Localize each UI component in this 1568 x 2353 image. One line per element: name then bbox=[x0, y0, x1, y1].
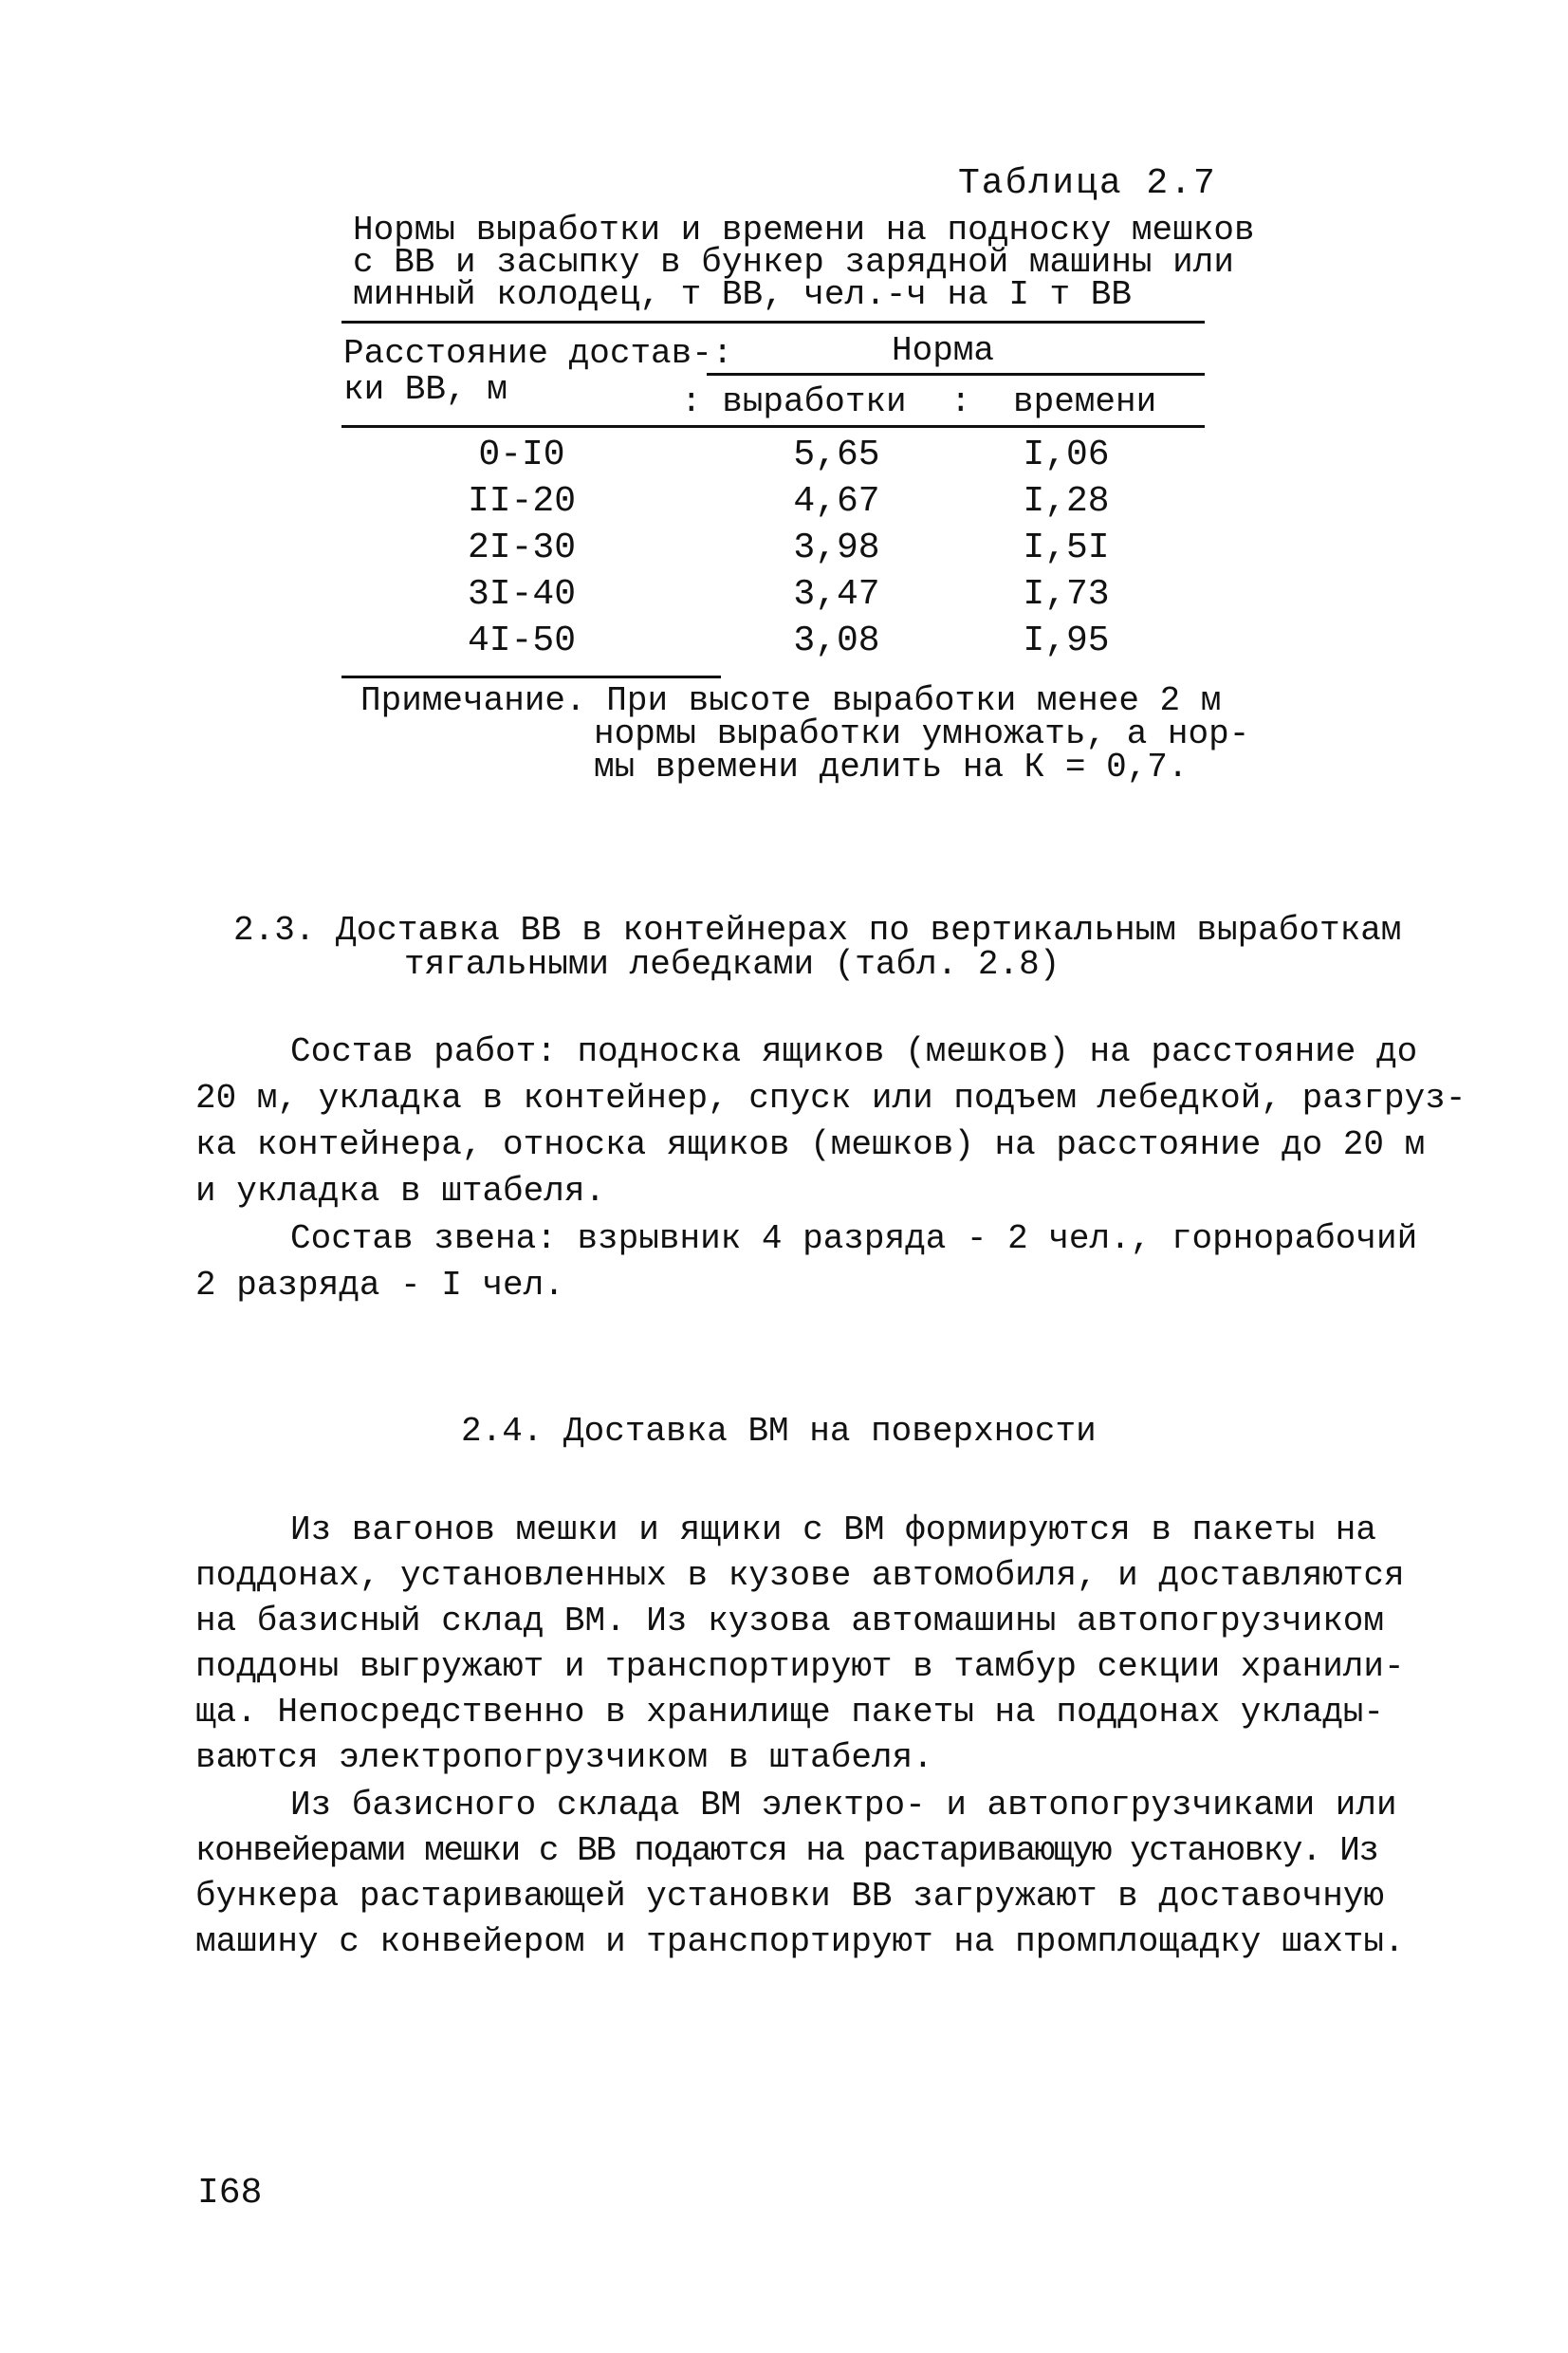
row-distance: II-20 bbox=[467, 481, 577, 522]
row-time: I,06 bbox=[1023, 435, 1110, 475]
row-output: 4,67 bbox=[793, 481, 880, 522]
header-distance-line-2: ки ВВ, м bbox=[343, 370, 507, 409]
table-caption-line-3: минный колодец, т ВВ, чел.-ч на I т ВВ bbox=[353, 275, 1132, 314]
table-top-rule bbox=[341, 321, 1205, 324]
header-output: : выработки bbox=[681, 382, 907, 421]
table-note-line-1: Примечание. При высоте выработки менее 2 м bbox=[360, 681, 1222, 720]
section-2-3-para-1-line-1: Состав работ: подноска ящиков (мешков) на расстояние до bbox=[290, 1032, 1418, 1071]
row-time: I,95 bbox=[1023, 621, 1110, 661]
section-2-3-para-1-line-2: 20 м, укладка в контейнер, спуск или подъем лебедкой, разгруз- bbox=[195, 1079, 1467, 1118]
section-2-3-para-2-line-2: 2 разряда - I чел. bbox=[195, 1266, 564, 1305]
row-output: 3,98 bbox=[793, 528, 880, 568]
section-2-4-para-1-line-4: поддоны выгружают и транспортируют в тамбур секции хранили- bbox=[195, 1647, 1405, 1686]
section-2-4-para-1-line-1: Из вагонов мешки и ящики с ВМ формируются в пакеты на bbox=[290, 1510, 1376, 1549]
section-2-3-para-1-line-4: и укладка в штабеля. bbox=[195, 1172, 606, 1211]
section-2-3-title-line-1: 2.3. Доставка ВВ в контейнерах по вертикальным выработкам bbox=[233, 911, 1402, 950]
table-header-bottom-rule bbox=[341, 425, 1205, 428]
row-distance: 4I-50 bbox=[467, 621, 577, 661]
row-time: I,73 bbox=[1023, 574, 1110, 615]
table-label: Таблица 2.7 bbox=[958, 163, 1217, 204]
table-note-line-2: нормы выработки умножать, а нор- bbox=[594, 714, 1250, 753]
section-2-4-para-1-line-5: ща. Непосредственно в хранилище пакеты на поддонах уклады- bbox=[195, 1693, 1385, 1732]
table-bottom-rule bbox=[341, 676, 721, 678]
table-caption-line-1: Нормы выработки и времени на подноску мешков bbox=[353, 211, 1255, 250]
section-2-4-title: 2.4. Доставка ВМ на поверхности bbox=[461, 1412, 1097, 1451]
section-2-4-para-2-line-1: Из базисного склада ВМ электро- и автопогрузчиками или bbox=[290, 1786, 1397, 1825]
section-2-3-para-2-line-1: Состав звена: взрывник 4 разряда - 2 чел., горнорабочий bbox=[290, 1219, 1418, 1258]
table-note-line-3: мы времени делить на К = 0,7. bbox=[594, 748, 1189, 787]
row-distance: 3I-40 bbox=[467, 574, 577, 615]
page-number: I68 bbox=[197, 2173, 263, 2214]
row-output: 3,47 bbox=[793, 574, 880, 615]
row-time: I,28 bbox=[1023, 481, 1110, 522]
header-time: времени bbox=[1013, 382, 1157, 421]
table-caption-line-2: с ВВ и засыпку в бункер зарядной машины или bbox=[353, 243, 1234, 282]
section-2-3-para-1-line-3: ка контейнера, относка ящиков (мешков) на расстояние до 20 м bbox=[195, 1125, 1426, 1164]
section-2-4-para-2-line-2: конвейерами мешки с ВВ подаются на растаривающую установку. Из bbox=[195, 1831, 1378, 1870]
row-time: I,5I bbox=[1023, 528, 1110, 568]
row-output: 3,08 bbox=[793, 621, 880, 661]
table-norm-rule bbox=[707, 373, 1205, 376]
header-distance-line-1: Расстояние достав-: bbox=[343, 334, 733, 373]
section-2-4-para-1-line-3: на базисный склад ВМ. Из кузова автомашины автопогрузчиком bbox=[195, 1602, 1385, 1640]
section-2-3-title-line-2: тягальными лебедками (табл. 2.8) bbox=[404, 945, 1061, 984]
row-distance: 0-I0 bbox=[478, 435, 565, 475]
row-distance: 2I-30 bbox=[467, 528, 577, 568]
header-separator: : bbox=[950, 382, 971, 421]
section-2-4-para-1-line-6: ваются электропогрузчиком в штабеля. bbox=[195, 1738, 933, 1777]
row-output: 5,65 bbox=[793, 435, 880, 475]
section-2-4-para-2-line-4: машину с конвейером и транспортируют на промплощадку шахты. bbox=[195, 1922, 1405, 1961]
header-norm: Норма bbox=[892, 331, 995, 370]
section-2-4-para-1-line-2: поддонах, установленных в кузове автомобиля, и доставляются bbox=[195, 1556, 1405, 1595]
section-2-4-para-2-line-3: бункера растаривающей установки ВВ загружают в доставочную bbox=[195, 1877, 1385, 1916]
